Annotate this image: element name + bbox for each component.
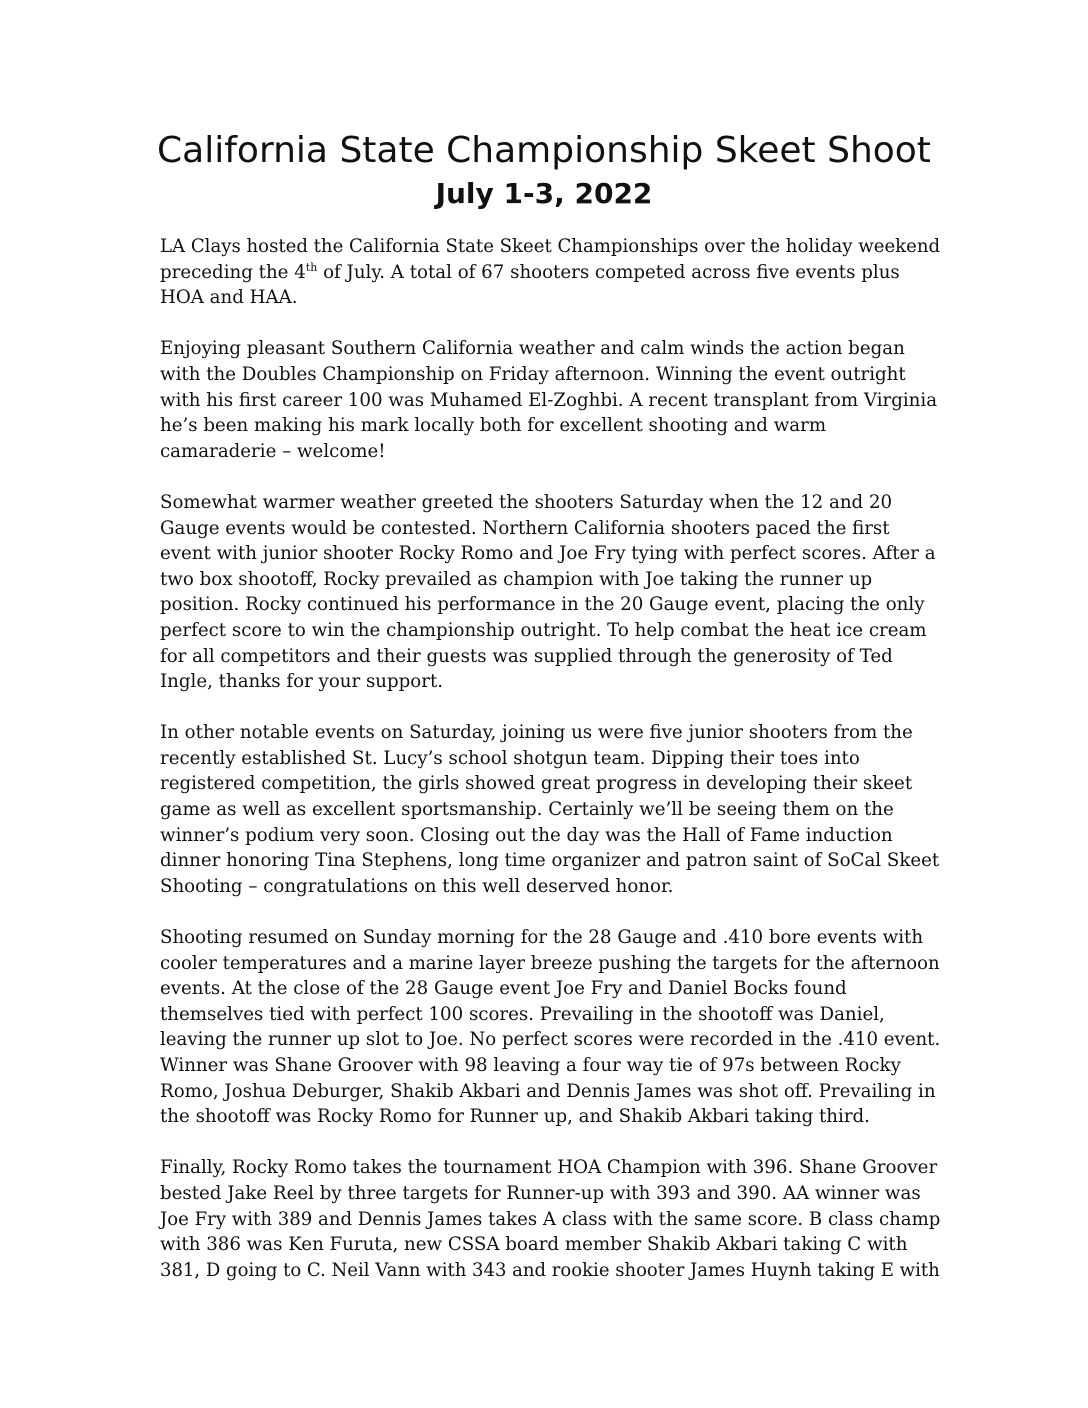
text-segment: preceding the 4: [160, 261, 306, 283]
paragraph: [160, 234, 940, 311]
text-line: Somewhat warmer weather greeted the shooters Saturday when the 12 and 20: [160, 491, 893, 513]
text-line: LA Clays hosted the California State Skeet Championships over the holiday weekend: [160, 236, 941, 257]
text-line: themselves tied with perfect 100 scores. Prevailing in the shootoff was Daniel,: [160, 1003, 885, 1025]
text-line: game as well as excellent sportsmanship. Certainly we’ll be seeing them on the: [160, 799, 894, 821]
text-line: bested Jake Reel by three targets for Runner-up with 393 and 390. AA winner was: [160, 1182, 921, 1204]
text-line: he’s been making his mark locally both for excellent shooting and warm: [160, 415, 827, 437]
text-line: event with junior shooter Rocky Romo and Joe Fry tying with perfect scores. After a: [160, 543, 936, 565]
text-line: Shooting resumed on Sunday morning for the 28 Gauge and .410 bore events with: [160, 927, 924, 949]
ordinal-superscript: th: [305, 260, 318, 274]
document-title: California State Championship Skeet Shoot: [157, 130, 931, 171]
text-line: camaraderie – welcome!: [160, 440, 386, 462]
text-line: winner’s podium very soon. Closing out the day was the Hall of Fame induction: [160, 824, 893, 846]
text-line: with the Doubles Championship on Friday afternoon. Winning the event outright: [160, 363, 906, 385]
text-line: 381, D going to C. Neil Vann with 343 and rookie shooter James Huynh taking E with: [160, 1259, 940, 1281]
text-line: with his first career 100 was Muhamed El-Zoghbi. A recent transplant from Virginia: [160, 389, 938, 411]
text-line: perfect score to win the championship outright. To help combat the heat ice cream: [160, 619, 927, 641]
paragraph: [160, 336, 940, 464]
document-body: [160, 234, 940, 1309]
text-line: HOA and HAA.: [160, 287, 298, 309]
text-line: cooler temperatures and a marine layer breeze pushing the targets for the afternoon: [160, 952, 940, 974]
document-date: July 1-3, 2022: [435, 177, 653, 210]
text-line: Gauge events would be contested. Northern California shooters paced the first: [160, 517, 890, 539]
text-line: Romo, Joshua Deburger, Shakib Akbari and Dennis James was shot off. Prevailing in: [160, 1080, 936, 1102]
text-line: position. Rocky continued his performance in the 20 Gauge event, placing the only: [160, 594, 925, 616]
text-line: Joe Fry with 389 and Dennis James takes A class with the same score. B class champ: [160, 1208, 941, 1230]
text-line: dinner honoring Tina Stephens, long time organizer and patron saint of SoCal Skeet: [160, 850, 940, 872]
text-line: Ingle, thanks for your support.: [160, 671, 444, 693]
text-line: for all competitors and their guests was supplied through the generosity of Ted: [160, 645, 893, 667]
paragraph: [160, 1155, 940, 1283]
text-line: registered competition, the girls showed great progress in developing their skeet: [160, 773, 913, 795]
paragraph: [160, 490, 940, 695]
text-line: Shooting – congratulations on this well deserved honor.: [160, 875, 674, 897]
text-line: two box shootoff, Rocky prevailed as champion with Joe taking the runner up: [160, 568, 873, 590]
text-line: recently established St. Lucy’s school shotgun team. Dipping their toes into: [160, 747, 860, 769]
paragraph: [160, 925, 940, 1130]
paragraph: [160, 720, 940, 899]
text-segment: of July. A total of 67 shooters competed across five events plus: [317, 261, 900, 283]
text-line: leaving the runner up slot to Joe. No perfect scores were recorded in the .410 event.: [160, 1029, 941, 1051]
text-line: Winner was Shane Groover with 98 leaving a four way tie of 97s between Rocky: [160, 1055, 901, 1076]
text-line: Finally, Rocky Romo takes the tournament HOA Champion with 396. Shane Groover: [160, 1157, 938, 1179]
text-line: events. At the close of the 28 Gauge event Joe Fry and Daniel Bocks found: [160, 978, 847, 1000]
text-line: [160, 260, 940, 286]
text-line: In other notable events on Saturday, joining us were five junior shooters from the: [160, 722, 913, 744]
text-line: with 386 was Ken Furuta, new CSSA board member Shakib Akbari taking C with: [160, 1234, 908, 1256]
text-line: the shootoff was Rocky Romo for Runner up, and Shakib Akbari taking third.: [160, 1106, 870, 1128]
text-line: Enjoying pleasant Southern California weather and calm winds the action began: [160, 338, 905, 360]
